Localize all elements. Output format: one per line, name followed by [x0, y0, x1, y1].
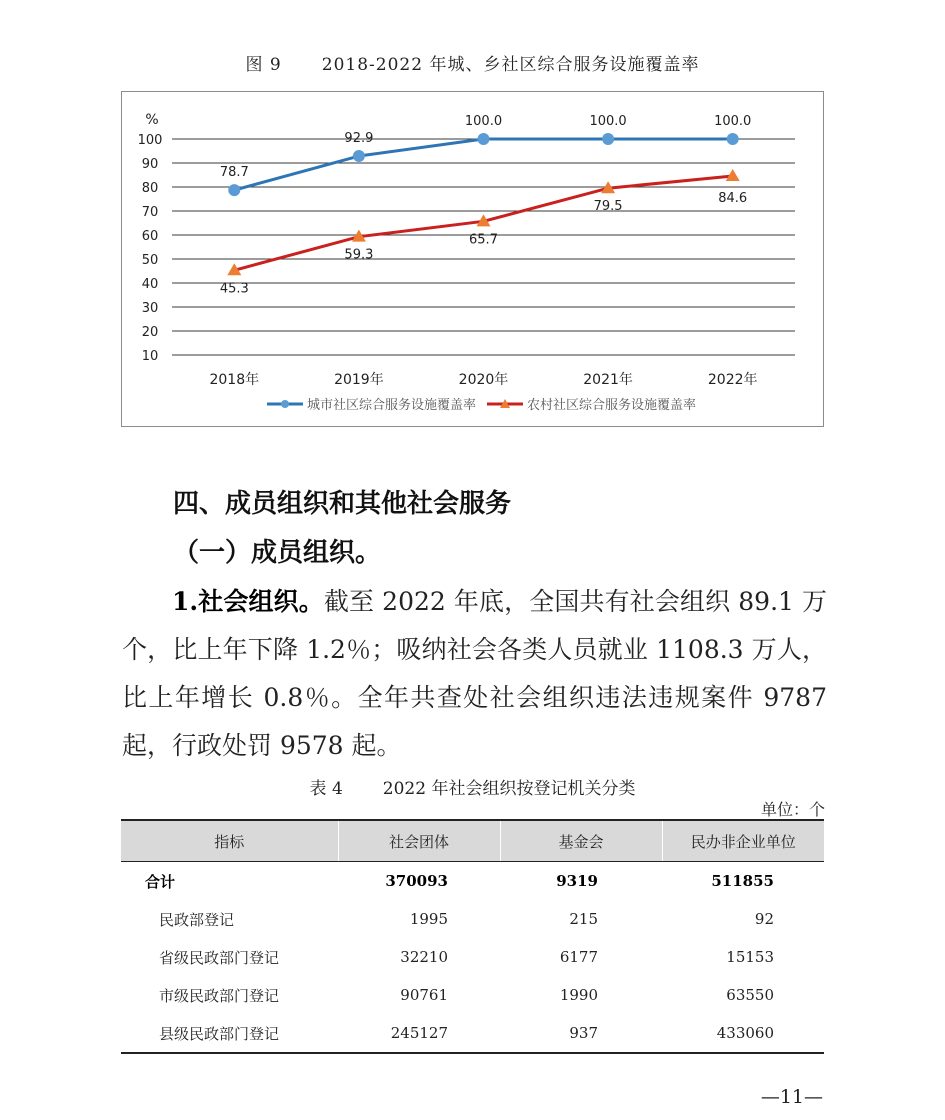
data-point-marker — [602, 133, 614, 145]
figure-title: 2018-2022 年城、乡社区综合服务设施覆盖率 — [321, 55, 700, 75]
header-private-nonenterprise: 民办非企业单位 — [662, 820, 824, 862]
cell-value: 215 — [569, 910, 598, 928]
data-label: 100.0 — [464, 114, 503, 129]
table-row — [121, 938, 824, 976]
table-header-row — [121, 820, 824, 862]
y-tick-label: 30 — [141, 301, 159, 316]
legend-marker — [281, 400, 289, 408]
data-label: 45.3 — [219, 281, 249, 297]
row-label: 省级民政部门登记 — [159, 948, 280, 967]
cell-value: 511855 — [711, 872, 774, 890]
data-point-marker — [228, 184, 240, 196]
cell-value: 1995 — [409, 910, 448, 928]
cell-value: 245127 — [390, 1024, 448, 1042]
table-caption — [0, 774, 945, 799]
y-tick-label: 50 — [141, 253, 159, 268]
y-tick-label: 80 — [141, 181, 159, 196]
row-label: 县级民政部门登记 — [159, 1024, 280, 1043]
row-label: 合计 — [145, 872, 176, 891]
cell-value: 32210 — [400, 948, 448, 966]
cell-value: 6177 — [559, 948, 598, 966]
cell-value: 433060 — [716, 1024, 774, 1042]
cell-value: 1990 — [559, 986, 598, 1004]
x-tick-label: 2018年 — [209, 372, 260, 388]
page-number: —11— — [760, 1086, 823, 1108]
cell-value: 15153 — [726, 948, 774, 966]
y-unit-label: % — [145, 112, 159, 128]
data-label: 92.9 — [344, 131, 374, 147]
legend-label: 城市社区综合服务设施覆盖率 — [307, 398, 477, 413]
table-row — [121, 976, 824, 1014]
data-label: 65.7 — [469, 232, 498, 248]
y-tick-label: 20 — [141, 325, 159, 340]
cell-value: 90761 — [400, 986, 448, 1004]
subsection-heading: （一）成员组织。 — [173, 538, 382, 568]
table-number: 表 4 — [309, 779, 343, 799]
y-tick-label: 100 — [137, 133, 163, 148]
header-foundations: 基金会 — [500, 820, 662, 862]
cell-value: 937 — [569, 1024, 598, 1042]
data-label: 100.0 — [589, 114, 627, 129]
body-paragraph — [122, 578, 827, 770]
coverage-line-chart — [121, 91, 824, 427]
row-label: 民政部登记 — [159, 910, 235, 929]
y-tick-label: 60 — [141, 229, 159, 244]
table-unit: 单位：个 — [760, 800, 825, 819]
figure-caption — [0, 50, 945, 75]
cell-value: 370093 — [385, 872, 448, 890]
header-social-groups: 社会团体 — [338, 820, 500, 862]
header-indicator: 指标 — [121, 820, 338, 862]
figure-number: 图 9 — [245, 55, 282, 75]
data-point-marker — [478, 133, 490, 145]
paragraph-lead: 1.社会组织。 — [172, 587, 324, 616]
cell-value: 92 — [754, 910, 774, 928]
social-org-table — [121, 819, 824, 1054]
paragraph-body: 截至 2022 年底，全国共有社会组织 89.1 万个，比上年下降 1.2％；吸纳社会各类人员就业 1108.3 万人，比上年增长 0.8％。全年共查处社会组织违法违规案件 9787 起，行政处罚 9578 起。 — [122, 587, 827, 760]
x-tick-label: 2021年 — [583, 372, 633, 388]
y-tick-label: 70 — [141, 205, 159, 220]
chart-svg — [122, 92, 825, 428]
x-tick-label: 2020年 — [458, 372, 509, 388]
data-point-marker — [727, 133, 739, 145]
y-tick-label: 10 — [141, 349, 159, 364]
row-label: 市级民政部门登记 — [159, 986, 280, 1005]
table-title: 2022 年社会组织按登记机关分类 — [382, 779, 636, 799]
legend-label: 农村社区综合服务设施覆盖率 — [527, 398, 697, 413]
data-label: 84.6 — [718, 190, 748, 206]
data-point-marker — [353, 150, 365, 162]
cell-value: 63550 — [726, 986, 774, 1004]
table-row — [121, 1014, 824, 1053]
x-tick-label: 2022年 — [707, 372, 758, 388]
cell-value: 9319 — [556, 872, 598, 890]
data-label: 100.0 — [714, 114, 752, 129]
y-tick-label: 90 — [141, 157, 159, 172]
data-label: 79.5 — [593, 199, 623, 215]
data-label: 59.3 — [344, 247, 374, 263]
table-row-total — [121, 862, 824, 901]
section-heading: 四、成员组织和其他社会服务 — [173, 489, 512, 519]
data-label: 78.7 — [219, 165, 249, 181]
y-tick-label: 40 — [141, 277, 159, 292]
x-tick-label: 2019年 — [334, 372, 384, 388]
table-row — [121, 900, 824, 938]
